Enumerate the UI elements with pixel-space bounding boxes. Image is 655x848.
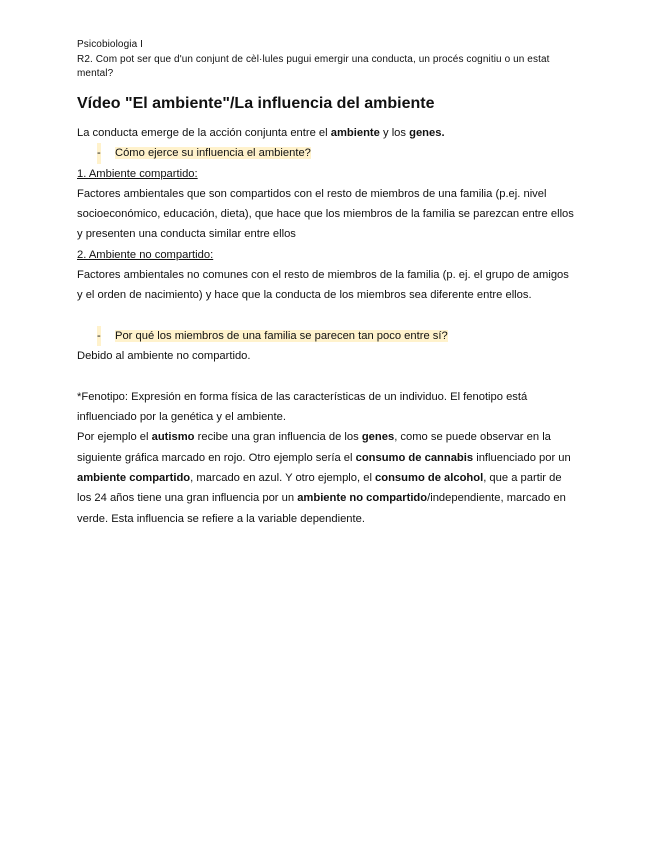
section-2-text: Factores ambientales no comunes con el resto de miembros de la familia (p. ej. el grupo de amigos y el orden de nacimiento) y hace que la conducta de los miembros sea diferente entre ellos. <box>77 269 569 302</box>
example-bold: consumo de alcohol <box>375 472 484 485</box>
example-text: , como se puede observar en la siguiente gráfica marcado en rojo. Otro ejemplo sería el <box>77 431 551 464</box>
intro-text-1: La conducta emerge de la acción conjunta entre el <box>77 127 331 139</box>
question-2-bullet <box>77 326 577 346</box>
document-page <box>77 38 577 529</box>
section-2-heading: 2. Ambiente no compartido: <box>77 248 214 261</box>
question-1-bullet <box>77 143 577 163</box>
example-text: recibe una gran influencia de los <box>194 431 362 444</box>
section-1-heading: 1. Ambiente compartido: <box>77 167 198 180</box>
example-text: , que a partir de los 24 años tiene una gran influencia por un <box>77 472 562 505</box>
example-bold: ambiente no compartido <box>297 492 428 505</box>
intro-text-2: y los <box>379 127 410 139</box>
question-header: R2. Com pot ser que d'un conjunt de cèl·lules pugui emergir una conducta, un procés cognitiu o un estat mental? <box>77 54 550 79</box>
course-name: Psicobiologia I <box>77 39 143 50</box>
example-text: Por ejemplo el <box>77 431 152 444</box>
intro-bold-genes: genes. <box>409 127 445 139</box>
page-title: Vídeo "El ambiente"/La influencia del ambiente <box>77 95 435 112</box>
bullet-dash: - <box>97 326 101 346</box>
section-1-text: Factores ambientales que son compartidos con el resto de miembros de una familia (p.ej. nivel socioeconómico, educación, dieta), que hace que los miembros de la familia se parezcan entre ellos y presenten una conducta similar entre ellos <box>77 187 574 241</box>
spacer <box>77 367 577 387</box>
intro-paragraph <box>77 123 577 143</box>
question-1-text: Cómo ejerce su influencia el ambiente? <box>115 147 311 160</box>
bullet-dash: - <box>97 143 101 163</box>
example-text: influenciado por un <box>473 451 571 464</box>
example-text: /independiente, marcado en verde. Esta influencia se refiere a la variable dependiente. <box>77 492 566 525</box>
example-text: , marcado en azul. Y otro ejemplo, el <box>190 472 376 485</box>
spacer <box>77 306 577 326</box>
example-bold: autismo <box>151 431 195 444</box>
example-bold: consumo de cannabis <box>355 451 474 464</box>
question-2-text: Por qué los miembros de una familia se parecen tan poco entre sí? <box>115 329 448 342</box>
answer-2-text: Debido al ambiente no compartido. <box>77 350 251 363</box>
example-bold: genes <box>361 431 395 444</box>
example-bold: ambiente compartido <box>77 472 191 485</box>
example-paragraph <box>77 427 577 528</box>
intro-bold-ambiente: ambiente <box>330 127 380 139</box>
fenotipo-paragraph: *Fenotipo: Expresión en forma física de las características de un individuo. El fenotipo está influenciado por la genética y el ambiente. <box>77 390 528 424</box>
